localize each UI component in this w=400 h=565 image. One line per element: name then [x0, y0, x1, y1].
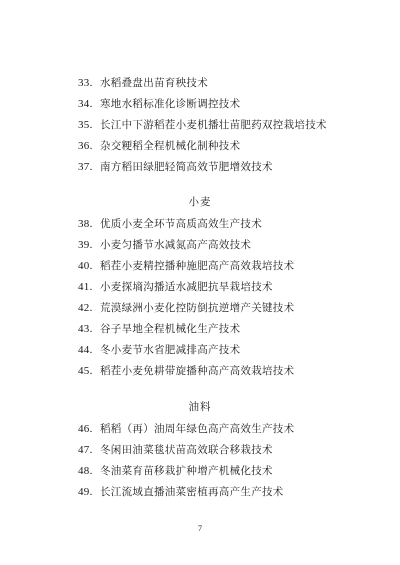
list-item — [78, 484, 284, 500]
item-text: 冬闲田油菜毯状苗高效联合移栽技术 — [100, 444, 273, 456]
item-text: 稻稻（再）油周年绿色高产高效生产技术 — [100, 423, 295, 435]
item-number: 48. — [78, 465, 93, 477]
list-item — [78, 216, 262, 232]
list-item — [78, 463, 273, 479]
list-item — [78, 342, 240, 358]
list-item — [78, 363, 294, 379]
list-item — [78, 300, 294, 316]
section-heading: 小麦 — [188, 196, 212, 208]
item-number: 41. — [78, 281, 93, 293]
item-number: 37. — [78, 161, 93, 173]
item-number: 34. — [78, 98, 93, 110]
item-text: 寒地水稻标准化诊断调控技术 — [100, 98, 241, 110]
item-text: 小麦匀播节水减氮高产高效技术 — [100, 239, 252, 251]
list-item — [78, 258, 294, 274]
item-number: 36. — [78, 140, 93, 152]
item-text: 小麦探墒沟播适水减肥抗旱栽培技术 — [100, 281, 273, 293]
list-item — [78, 117, 327, 133]
item-text: 水稻叠盘出苗育秧技术 — [100, 77, 208, 89]
item-number: 43. — [78, 323, 93, 335]
item-text: 冬油菜育苗移栽扩种增产机械化技术 — [100, 465, 273, 477]
list-item — [78, 279, 273, 295]
item-number: 46. — [78, 423, 93, 435]
item-text: 优质小麦全环节高质高效生产技术 — [100, 218, 262, 230]
item-number: 44. — [78, 344, 93, 356]
item-text: 稻茬小麦精控播种施肥高产高效栽培技术 — [100, 260, 295, 272]
list-item — [78, 96, 240, 112]
list-item — [78, 138, 240, 154]
item-text: 稻茬小麦免耕带旋播种高产高效栽培技术 — [100, 365, 295, 377]
item-number: 49. — [78, 486, 93, 498]
item-number: 40. — [78, 260, 93, 272]
item-number: 39. — [78, 239, 93, 251]
section-heading: 油料 — [188, 401, 212, 413]
item-number: 35. — [78, 119, 93, 131]
item-text: 冬小麦节水省肥减排高产技术 — [100, 344, 241, 356]
item-number: 38. — [78, 218, 93, 230]
list-item — [78, 442, 273, 458]
item-number: 45. — [78, 365, 93, 377]
list-item — [78, 237, 251, 253]
item-text: 谷子旱地全程机械化生产技术 — [100, 323, 241, 335]
page-number: 7 — [198, 524, 202, 533]
item-text: 荒漠绿洲小麦化控防倒抗逆增产关键技术 — [100, 302, 295, 314]
list-item — [78, 321, 240, 337]
item-number: 42. — [78, 302, 93, 314]
item-text: 杂交粳稻全程机械化制种技术 — [100, 140, 241, 152]
item-number: 47. — [78, 444, 93, 456]
item-number: 33. — [78, 77, 93, 89]
item-text: 南方稻田绿肥轻简高效节肥增效技术 — [100, 161, 273, 173]
list-item — [78, 75, 208, 91]
list-item — [78, 159, 273, 175]
item-text: 长江流域直播油菜密植再高产生产技术 — [100, 486, 284, 498]
item-text: 长江中下游稻茬小麦机播壮苗肥药双控栽培技术 — [100, 119, 327, 131]
list-item — [78, 421, 294, 437]
